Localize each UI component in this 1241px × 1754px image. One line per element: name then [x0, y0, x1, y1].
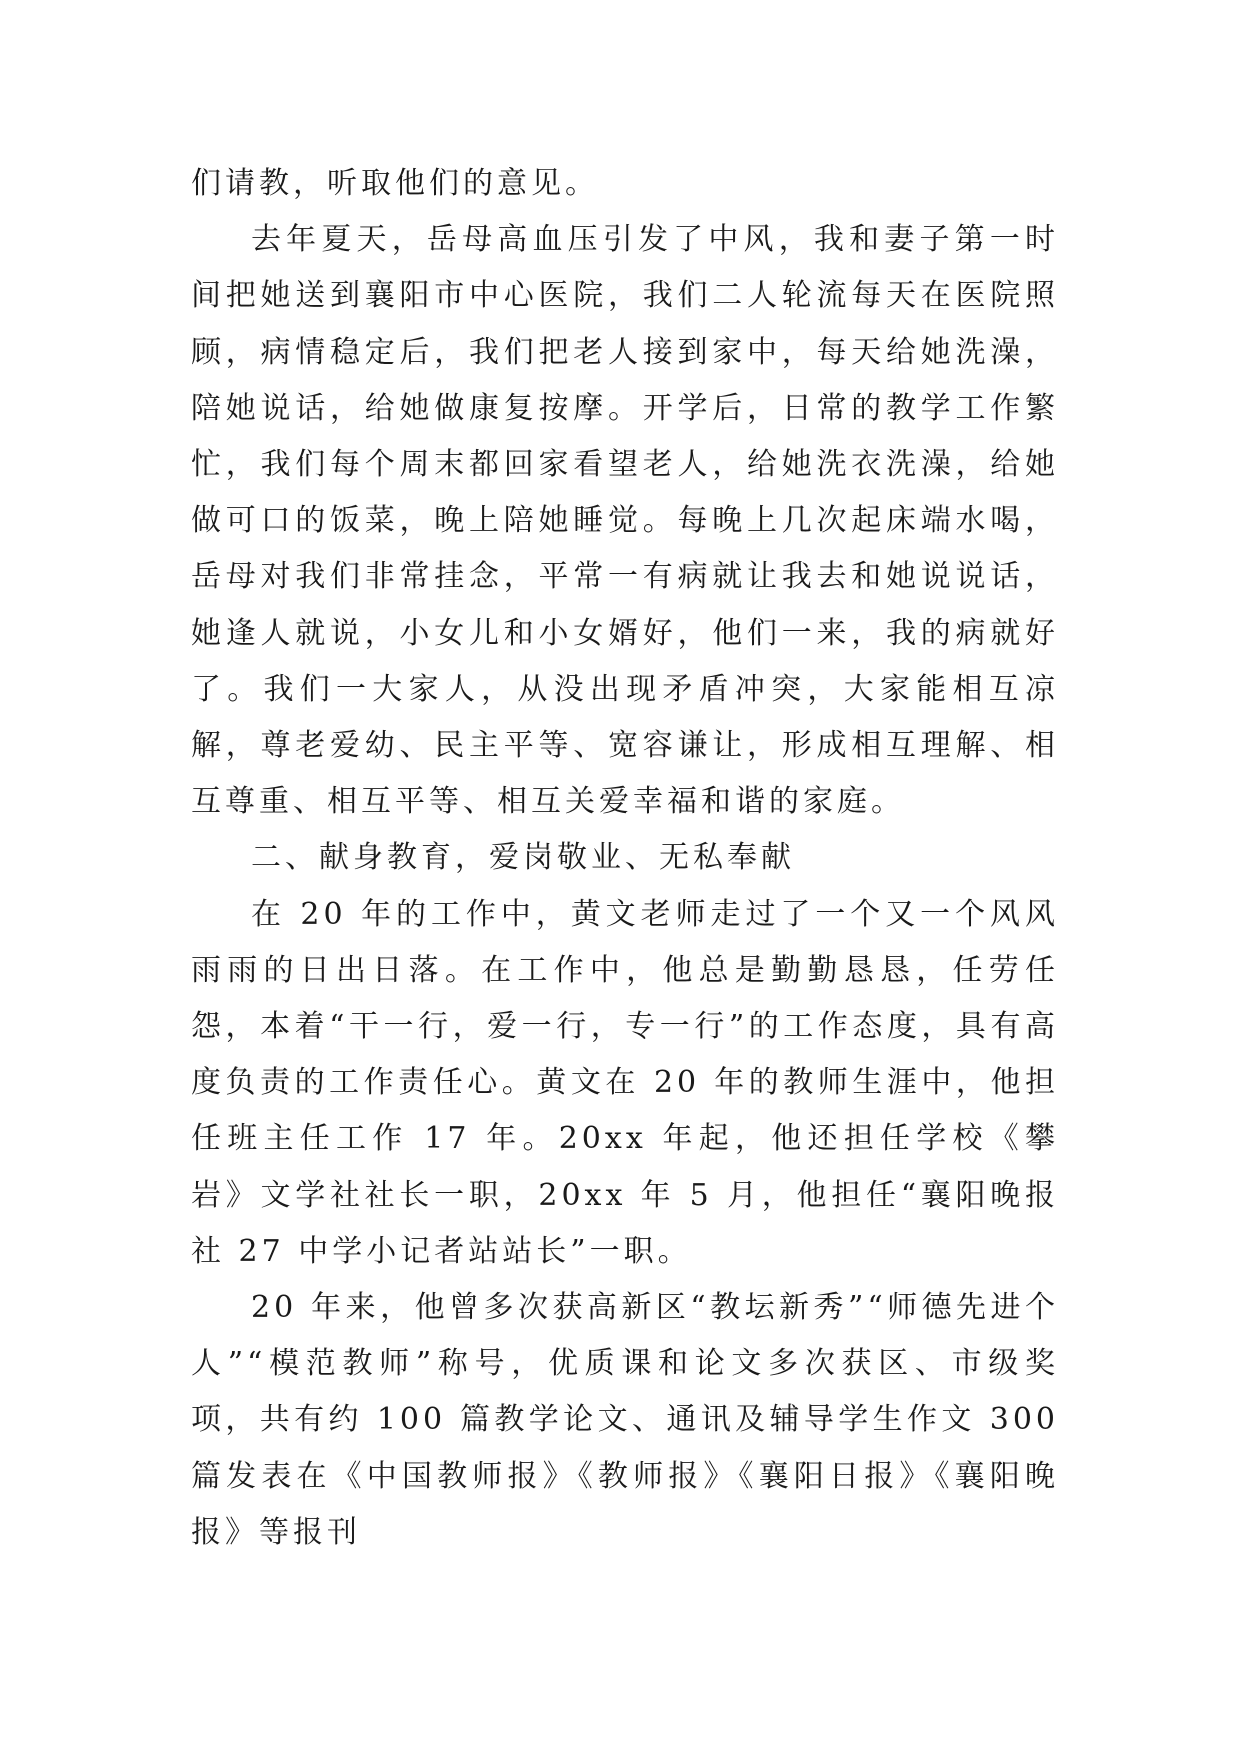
section-heading: 二、献身教育，爱岗敬业、无私奉献	[251, 840, 795, 876]
paragraph-continuation: 们请教，听取他们的意见。	[191, 166, 599, 201]
paragraph-awards: 20 年来，他曾多次获高新区“教坛新秀”“师德先进个人”“模范教师”称号，优质课和论文多次获区、市级奖项，共有约 100 篇教学论文、通讯及辅导学生作文 300 篇发表在《中国教师报》《教师报》《襄阳日报》《襄阳晚报》等报刊	[191, 1290, 1059, 1550]
paragraph-work-history: 在 20 年的工作中，黄文老师走过了一个又一个风风雨雨的日出日落。在工作中，他总是勤勤恳恳，任劳任怨，本着“干一行，爱一行，专一行”的工作态度，具有高度负责的工作责任心。黄文在 20 年的教师生涯中，他担任班主任工作 17 年。20xx 年起，他还担任学校《攀岩》文学社社长一职，20xx 年 5 月，他担任“襄阳晚报社 27 中学小记者站站长”一职。	[191, 896, 1059, 1269]
paragraph-family-care: 去年夏天，岳母高血压引发了中风，我和妻子第一时间把她送到襄阳市中心医院，我们二人轮流每天在医院照顾，病情稳定后，我们把老人接到家中，每天给她洗澡，陪她说话，给她做康复按摩。开学后，日常的教学工作繁忙，我们每个周末都回家看望老人，给她洗衣洗澡，给她做可口的饭菜，晚上陪她睡觉。每晚上几次起床端水喝，岳母对我们非常挂念，平常一有病就让我去和她说说话，她逢人就说，小女儿和小女婿好，他们一来，我的病就好了。我们一大家人，从没出现矛盾冲突，大家能相互凉解，尊老爱幼、民主平等、宽容谦让，形成相互理解、相互尊重、相互平等、相互关爱幸福和谐的家庭。	[191, 222, 1059, 820]
document-body	[191, 156, 1059, 1561]
